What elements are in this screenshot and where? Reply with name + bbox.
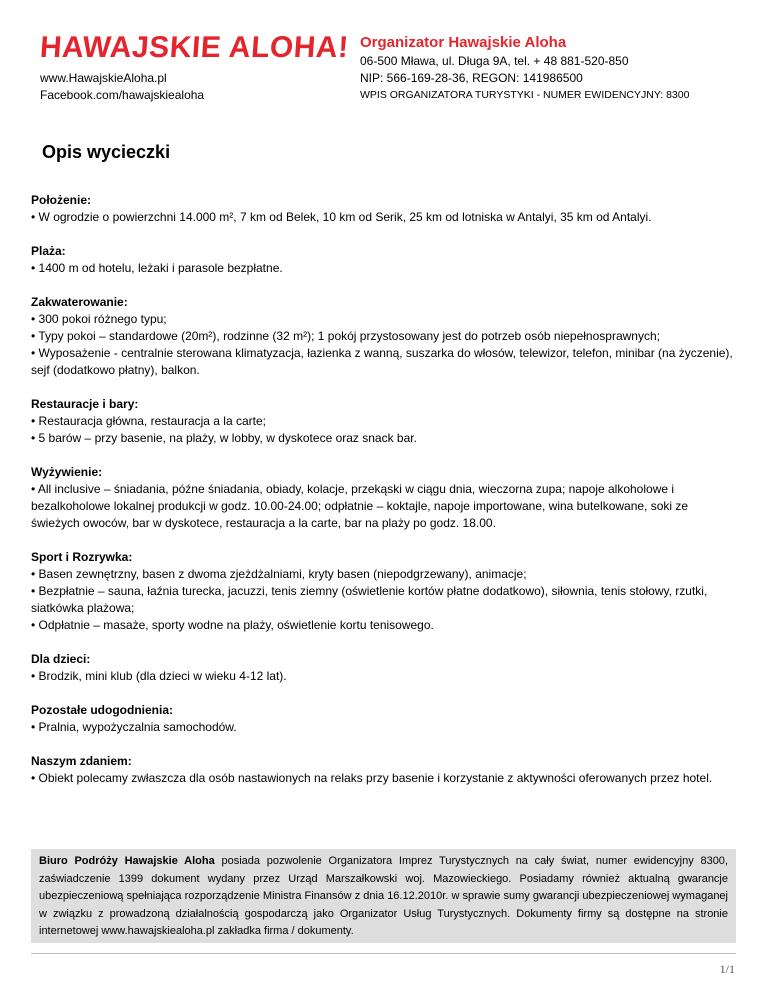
bullet-item: • 5 barów – przy basenie, na plaży, w lobby, w dyskotece oraz snack bar.	[31, 431, 417, 445]
organizer-title: Organizator Hawajskie Aloha	[360, 34, 567, 51]
footer-divider	[31, 953, 736, 954]
section	[31, 396, 736, 447]
section-heading: Zakwaterowanie:	[31, 295, 128, 309]
bullet-item: • W ogrodzie o powierzchni 14.000 m², 7 km od Belek, 10 km od Serik, 25 km od lotniska w Antalyi, 35 km od Antalyi.	[31, 210, 652, 224]
bullet-item: • Brodzik, mini klub (dla dzieci w wieku 4-12 lat).	[31, 669, 287, 683]
section-heading: Plaża:	[31, 244, 66, 258]
section	[31, 464, 736, 532]
bullet-item: • Pralnia, wypożyczalnia samochodów.	[31, 720, 237, 734]
organizer-info	[360, 33, 689, 104]
facebook-link[interactable]: Facebook.com/hawajskiealoha	[40, 88, 205, 102]
section	[31, 549, 736, 634]
section-heading: Położenie:	[31, 193, 92, 207]
section	[31, 753, 736, 787]
bullet-item: • 300 pokoi różnego typu;	[31, 312, 167, 326]
section	[31, 651, 736, 685]
bullet-item: • 1400 m od hotelu, leżaki i parasole bezpłatne.	[31, 261, 283, 275]
section-heading: Pozostałe udogodnienia:	[31, 703, 174, 717]
section	[31, 243, 736, 277]
organizer-registry: WPIS ORGANIZATORA TURYSTYKI - NUMER EWIDENCYJNY: 8300	[360, 89, 690, 101]
website-link[interactable]: www.HawajskieAloha.pl	[40, 71, 167, 85]
company-logo: HAWAJSKIE ALOHA!	[38, 31, 350, 64]
section	[31, 702, 736, 736]
bullet-item: • Obiekt polecamy zwłaszcza dla osób nastawionych na relaks przy basenie i korzystanie z aktywności oferowanych przez hotel.	[31, 771, 713, 785]
section	[31, 294, 736, 379]
bullet-item: • Restauracja główna, restauracja a la carte;	[31, 414, 266, 428]
organizer-address: 06-500 Mława, ul. Długa 9A, tel. + 48 881-520-850	[360, 54, 629, 68]
section-heading: Wyżywienie:	[31, 465, 103, 479]
footer-company-name: Biuro Podróży Hawajskie Aloha	[39, 855, 215, 867]
page-title: Opis wycieczki	[42, 142, 171, 162]
bullet-item: • All inclusive – śniadania, późne śniadania, obiady, kolacje, przekąski w ciągu dnia, wieczorna zupa; napoje alkoholowe i bezalkoholowe lokalnej produkcji w godz. 10.00-24.00; odpłatnie – koktajle, napoje importowane, wina butelkowane, soki ze świeżych owoców, bar w dyskotece, restauracja a la carte, bar na plaży po godz. 18.00.	[31, 482, 689, 530]
bullet-item: • Basen zewnętrzny, basen z dwoma zjeżdżalniami, kryty basen (niepodgrzewany), animacje;	[31, 567, 527, 581]
section-heading: Naszym zdaniem:	[31, 754, 132, 768]
trip-description	[31, 192, 736, 804]
page-number: 1/1	[719, 962, 735, 976]
site-links	[40, 70, 204, 104]
section	[31, 192, 736, 226]
section-heading: Dla dzieci:	[31, 652, 91, 666]
section-heading: Sport i Rozrywka:	[31, 550, 133, 564]
section-heading: Restauracje i bary:	[31, 397, 139, 411]
organizer-nip-regon: NIP: 566-169-28-36, REGON: 141986500	[360, 71, 583, 85]
footer-text: posiada pozwolenie Organizatora Imprez Turystycznych na cały świat, numer ewidencyjny 8300, zaświadczenie 1399 dokument wydany przez Urząd Marszałkowski woj. Mazowieckiego. Posiadamy również aktualną gwarancje ubezpieczeniową spełniająca rozporządzenie Ministra Finansów z dnia 16.12.2010r. w sprawie sumy gwarancji ubezpieczeniowej wymaganej w związku z prowadzoną działalnością gospodarczą jako Organizator Usług Turystycznych. Dokumenty firmy są dostępne na stronie internetowej www.hawajskiealoha.pl zakładka firma / dokumenty.	[39, 855, 728, 937]
footer-legal-notice	[31, 849, 736, 943]
bullet-item: • Wyposażenie - centralnie sterowana klimatyzacja, łazienka z wanną, suszarka do włosów, telewizor, telefon, minibar (na życzenie), sejf (dodatkowo płatny), balkon.	[31, 346, 733, 377]
bullet-item: • Typy pokoi – standardowe (20m²), rodzinne (32 m²); 1 pokój przystosowany jest do potrzeb osób niepełnosprawnych;	[31, 329, 660, 343]
bullet-item: • Bezpłatnie – sauna, łaźnia turecka, jacuzzi, tenis ziemny (oświetlenie kortów płatne dodatkowo), siłownia, tenis stołowy, rzutki, siatkówka plażowa;	[31, 584, 708, 615]
bullet-item: • Odpłatnie – masaże, sporty wodne na plaży, oświetlenie kortu tenisowego.	[31, 618, 434, 632]
